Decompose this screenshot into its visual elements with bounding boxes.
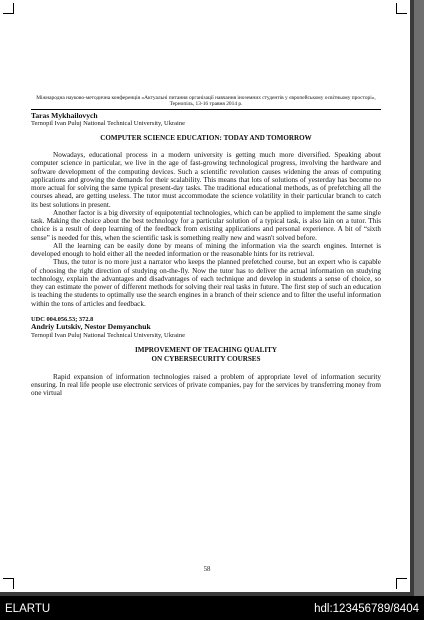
crop-mark-bottom-left [3, 578, 14, 589]
page-content [31, 95, 381, 397]
article1-paragraph: Thus, the tutor is no more just a narrator who keeps the planned prefetched course, but an expert who is capable of choosing the right direction of studying on-the-fly. Now the tutor has to deliver the actual information on studying technology, explain the advantages and disadvantages of each technique and develop in students a sense of choice, so they can estimate the power of different methods for solving their real tasks in future. The first step of such an education is teaching the students to optimally use the search engines in a branch of their science and to filter the useful information within the tons of articles and feedback. [31, 258, 381, 308]
crop-mark-top-left [3, 3, 14, 14]
article2-authors: Andriy Lutskiv, Nestor Demyanchuk [31, 322, 151, 332]
crop-mark-top-right [396, 3, 407, 14]
header-rule [31, 109, 381, 110]
conference-header: Міжнародна науково-методична конференція «Актуальні питання організації навчання іноземних студентів у європейському освітньому просторі», Тернопіль, 13-16 травня 2014 р. [36, 95, 376, 108]
repository-name: ELARTU [5, 603, 51, 615]
article1-affiliation: Ternopil Ivan Puluj National Technical University, Ukraine [31, 120, 185, 128]
article2-title-line1: IMPROVEMENT OF TEACHING QUALITY [135, 346, 277, 355]
article1-paragraph: Another factor is a big diversity of equipotential technologies, which can be applied to implement the same single task. Making the choice about the best technology for a particular solution of a typical task, is also lain on a tutor. This choice is a result of deep learning of the feedback from existing applications and personal experience. A bit of “sixth sense” is needed for this, when the scientific task is something really new and wasn't solved before. [31, 208, 381, 242]
article1-paragraph: Nowadays, educational process in a modern university is getting much more diversified. Speaking about computer science in particular, we live in the age of fast-growing technological progress, involving the hardware and software development of the computing devices. Such a scientific revolution causes widening the areas of computing applications and growing the demands for their scalability. This means that lots of solutions of yesterday has become no more actual for solving the same typical present-day tasks. The traditional educational methods, as of prefetching all the courses ahead, are getting useless. The tutor must accommodate the science volatility in their particular branch to catch its best solutions in present. [31, 151, 381, 209]
article2-udc: UDC 004.056.53; 372.8 [31, 315, 94, 323]
article1-title: COMPUTER SCIENCE EDUCATION: TODAY AND TOMORROW [100, 134, 312, 142]
article2-paragraph: Rapid expansion of information technologies raised a problem of appropriate level of information security ensuring. In real life people use electronic services of private companies, pay for the services by transferring money from one virtual [31, 372, 381, 398]
handle-link[interactable]: hdl:123456789/8404 [314, 603, 419, 615]
page-number: 58 [203, 566, 211, 573]
article2-affiliation: Ternopil Ivan Puluj National Technical University, Ukraine [31, 331, 185, 339]
article2-title [31, 346, 381, 363]
article1-paragraph: All the learning can be easily done by means of mining the information via the search engines. Internet is developed enough to hold either all the needed information or the reasonable hints for its retrieval. [31, 241, 381, 258]
article1-author: Taras Mykhailovych [31, 110, 98, 120]
crop-mark-bottom-right [396, 578, 407, 589]
viewer-footer-bar [0, 596, 424, 620]
article2-title-line2: ON CYBERSECURITY COURSES [151, 354, 261, 363]
